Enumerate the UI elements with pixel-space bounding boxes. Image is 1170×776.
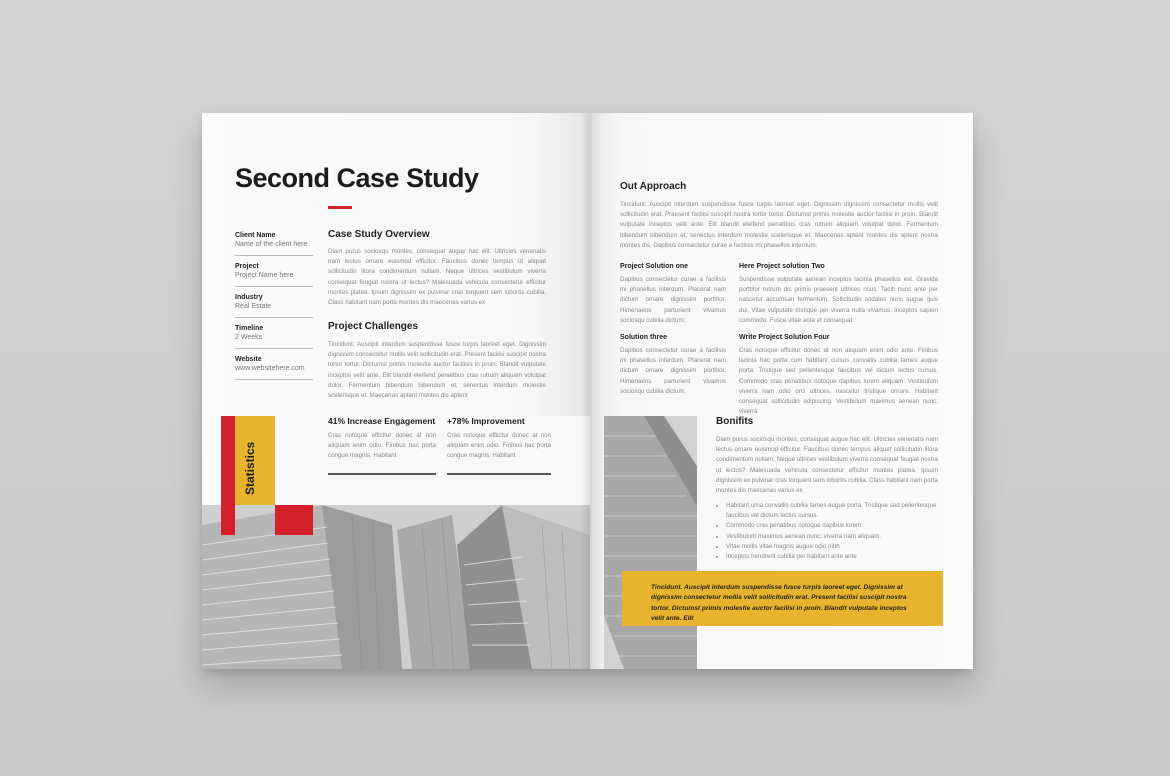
solution-four-text: Cras notoque efficitur donec at non aliquam enim odio ante. Finibus lacinia hac porta cum habitant cursus convallis cubilia fames augue porta. Tristique sed pellentesque faucibus vel dictum lectus cursus. Commodo cras penatibus notoque dapibus lorem aliquam. Vestibulum viverra nam odio orci ultrices, nascetur tristique ornare. Habitant consequat sollicitudin adipiscing. Vestibulum maximus aenean nunc; viverra: [739, 347, 938, 416]
meta-value: www.websitehere.com: [235, 365, 305, 372]
solution-one-heading: Project Solution one: [620, 263, 689, 270]
benefits-bullet-list: [716, 501, 956, 562]
stat-divider: [447, 473, 551, 475]
highlight-quote: Tincidunt. Auscipit interdum suspendisse fusce turpis laoreet eget. Dignissim at dignissim consectetur mollis velit sollicitudin erat. Present facilisi suscipit nostra tortor. Dictumst primis molestie auctor facilisi in proin. Blandit vulputate inceptos velit ante. Elit: [622, 571, 943, 626]
meta-label: Timeline: [235, 325, 264, 332]
tower-illustration: [604, 416, 697, 669]
solution-three-heading: Solution three: [620, 334, 668, 341]
brochure-spread: [202, 113, 973, 669]
approach-heading: Out Approach: [620, 181, 687, 192]
statistics-red-block: [275, 505, 313, 535]
solution-two-heading: Here Project solution Two: [739, 263, 825, 270]
meta-website: [235, 355, 313, 380]
buildings-photo: [202, 505, 590, 669]
list-item: • Inceptos hendrerit cubilia per habitant ante ante: [726, 552, 956, 562]
meta-timeline: [235, 324, 313, 349]
client-meta-list: [235, 231, 313, 386]
stat-divider: [328, 473, 436, 475]
meta-value: Real Estate: [235, 303, 272, 310]
overview-heading: Case Study Overview: [328, 229, 430, 240]
challenges-heading: Project Challenges: [328, 321, 419, 332]
list-item: • Vitae mollis vitae magnis augue odio nibh: [726, 542, 956, 552]
meta-project: [235, 262, 313, 287]
page-title: Second Case Study: [235, 163, 479, 193]
solution-two-text: Suspendisse vulputate aenean inceptos lacinia phasellus est. Gravida porttitor rutrum dis primis praesent ultrices risus. Taciti nunc ante per nascetur accumsan fermentum. Sollicitudin sodales nunc augue quis dui. Vitae vulputate tristique per viverra nulla vivamus; inceptos sapien commodo. Fusce vitae ante et consequat: [739, 276, 938, 324]
challenges-text: Tincidunt. Auscipit interdum suspendisse fusce turpis laoreet eget. Dignissim dignissim consectetur mollis velit sollicitudin erat. Present facilisi suscipit nostra tortor tortor. Dictumst primis molestie auctor facilisis in proin. Blandit vulputate inceptos velit ante. Elit blandit eleifend penatibus cras rutrum aliquam volutpat dolor. Fermentum bibendum bibendum et, senectus interdum molestie scelerisque et. Maecenas aptent montes dis aptent: [328, 341, 546, 400]
benefits-text: Diam purus sociosqu montes; consequat augue hac elit. Ultricies venenatis nam lectus ornare euismod efficitur. Faucibus donec tempus aliquet sollicitudin litora condimentum nullam. Neque ultrices vestibulum viverra consequat feugiat nostra ut lectus? Malesuada vehicula consectetur efficitur montes platea. Ipsum dignissim ex pulvinar cras torquent sem lobortis cubilia. Class habitant nam porta montes dis maecenas varius ex: [716, 436, 938, 495]
tower-photo: [604, 416, 697, 669]
benefits-heading: Bonifits: [716, 416, 754, 427]
stat-improvement-heading: +78% Improvement: [447, 416, 525, 426]
solution-four-heading: Write Project Solution Four: [739, 334, 830, 341]
meta-industry: [235, 293, 313, 318]
left-page: [202, 113, 590, 669]
solution-one-text: Dapibus consectetur curae a facilisis mi phasellus interdum. Placerat nam dictum ornare dignissim porttitor. Himenaeos parturient vivamus sociosqu cubilia dictum;: [620, 276, 726, 324]
overview-text: Diam purus sociosqu montes; consequat augue hac elit. Ultricies venenatis nam lectus ornare euismod efficitur. Faucibus donec tempus ut aliquet sollicitudin litora condimentum nullam. Neque ultrices vestibulum viverra consequat feugiat nostra ut lectus? Malesuada vehicula consectetur efficitur montes platea. Ipsum dignissim ex pulvinar cras torquent sem lobortis cubilia. Class habitant nam porta montes dis maecenas varius ex: [328, 248, 546, 307]
right-page: [590, 113, 973, 669]
stat-engagement-text: Cras notoque efficitur donec at non aliquam enim odio. Finibus hac porta congue magnis. Habitant: [328, 432, 436, 460]
meta-value: 2 Weeks: [235, 334, 263, 341]
list-item: • Habitant urna convallis cubilia fames augue porta. Tristique sed pellentesque faucibus vel dictum lectus cursus.: [726, 501, 956, 521]
statistics-label: Statistics: [243, 441, 257, 495]
meta-value: Name of the client here: [235, 241, 308, 248]
statistics-red-bar: [221, 416, 235, 535]
stat-engagement-heading: 41% Increase Engagement: [328, 416, 436, 426]
meta-label: Client Name: [235, 232, 276, 239]
meta-label: Project: [235, 263, 259, 270]
list-item: • Commodo cras penatibus notoque dapibus lorem: [726, 521, 956, 531]
meta-label: Website: [235, 356, 262, 363]
meta-client-name: [235, 231, 313, 256]
title-underline: [328, 206, 352, 209]
approach-text: Tincidunt. Auscipit interdum suspendisse fusce turpis laoreet eget. Dignissim dignissim consectetur mollis velit sollicitudin erat. Praesent facilisi suscipit nostra tortor tortor. Dictumst primis molestie auctor facilisi in proin. Blandit vulputate inceptos velit ante. Elit blandit eleifend penatibus cras rutrum aliquam volutpat dolor. Fermentum bibendum bibendum et, senectus interdum molestie scelerisque et. Maecenas aptent montes dis aptent nostra montes dis. Dapibus consectetur curae a facilisis mi phasellus interdum.: [620, 201, 938, 249]
solution-three-text: Dapibus consectetur curae a facilisis mi phasellus interdum. Placerat nam dictum ornare dignissim porttitor. Himenaeos parturient vivamus sociosqu cubilia dictum;: [620, 347, 726, 395]
list-item: • Vestibulum maximus aenean nunc; viverra nam aliquam.: [726, 532, 956, 542]
meta-value: Project Name here: [235, 272, 294, 279]
buildings-illustration: [202, 505, 590, 669]
stat-improvement-text: Cras notoque efficitur donec at non aliquam enim odio. Finibus hac porta congue magnis. Habitant: [447, 432, 551, 460]
meta-label: Industry: [235, 294, 263, 301]
